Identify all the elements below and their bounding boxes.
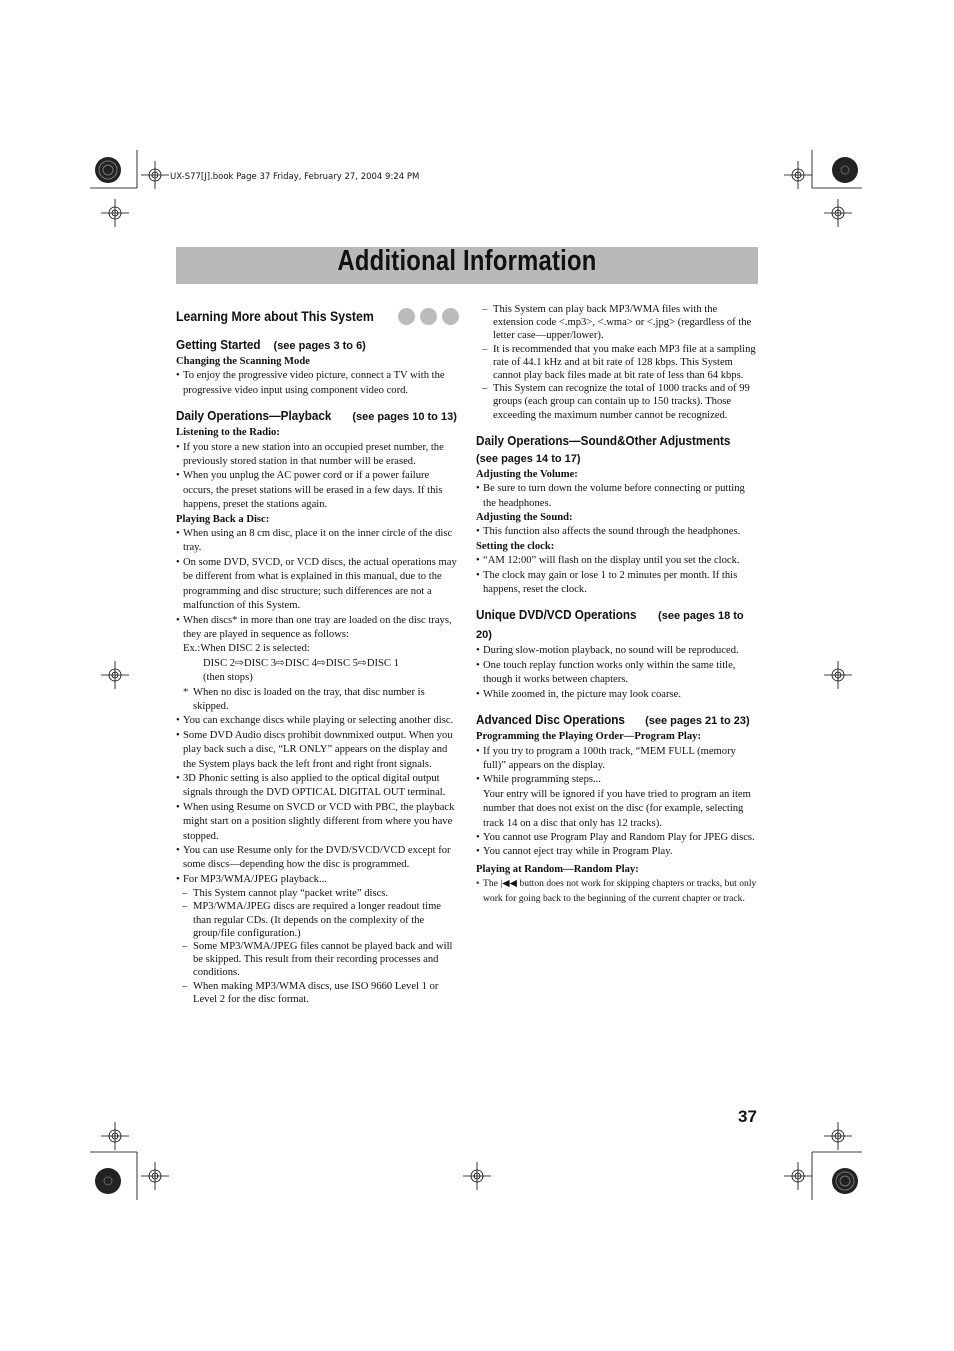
list-item: • While zoomed in, the picture may look coarse. xyxy=(476,688,759,702)
list-item: • If you try to program a 100th track, “MEM FULL (memory full)” appears on the display. xyxy=(476,745,759,774)
list-item: • You cannot use Program Play and Random Play for JPEG discs. xyxy=(476,831,759,845)
clock-subheading: Setting the clock: xyxy=(476,540,555,552)
disc-subheading: Playing Back a Disc: xyxy=(176,513,270,525)
page-number: 37 xyxy=(738,1107,757,1126)
dash-item: – This System can recognize the total of 1000 tracks and of 99 groups (each group can contain up to 150 tracks). Those exceeding the maximum number cannot be recognized. xyxy=(476,382,759,422)
list-item: • Be sure to turn down the volume before connecting or putting the headphones. xyxy=(476,482,759,511)
dash-item: – MP3/WMA/JPEG discs are required a longer readout time than regular CDs. (It depends on the complexity of the group/file configuration.) xyxy=(176,900,458,940)
list-item: • The clock may gain or lose 1 to 2 minutes per month. If this happens, reset the clock. xyxy=(476,569,759,598)
playback-heading: Daily Operations—Playback (see pages 10 to 13) xyxy=(176,408,457,424)
example-end: (then stops) xyxy=(203,672,253,684)
left-column xyxy=(176,308,458,1006)
list-item: • You can use Resume only for the DVD/SVCD/VCD except for some discs—depending how the disc is programmed. xyxy=(176,844,458,873)
list-item: • You can exchange discs while playing or selecting another disc. xyxy=(176,714,458,728)
skip-back-icon: |◀◀ xyxy=(500,878,518,890)
dash-item: – Some MP3/WMA/JPEG files cannot be played back and will be skipped. This result from their recording processes and conditions. xyxy=(176,940,458,980)
program-play-subheading: Programming the Playing Order—Program Play: xyxy=(476,731,701,743)
list-item: • One touch replay function works only within the same title, though it works between chapters. xyxy=(476,659,759,688)
page-title: Additional Information xyxy=(337,245,597,277)
volume-subheading: Adjusting the Volume: xyxy=(476,468,578,480)
list-item: • The |◀◀ button does not work for skipping chapters or tracks, but only work for going back to the beginning of the current chapter or track. xyxy=(476,877,759,906)
dash-item: – This System can play back MP3/WMA files with the extension code <.mp3>, <.wma> or <.jpg> (regardless of the letter case—upper/lower). xyxy=(476,303,759,343)
right-column xyxy=(476,303,759,906)
radio-subheading: Listening to the Radio: xyxy=(176,427,280,439)
list-item: • On some DVD, SVCD, or VCD discs, the actual operations may be different from what is explained in this manual, due to the programming and disc structure; such differences are not a malfunction of this System. xyxy=(176,556,458,614)
list-item: • This function also affects the sound through the headphones. xyxy=(476,525,759,539)
dash-item: – When making MP3/WMA discs, use ISO 9660 Level 1 or Level 2 for the disc format. xyxy=(176,980,458,1006)
list-item: • Some DVD Audio discs prohibit downmixed output. When you play back such a disc, “LR ONLY” appears on the display and the System plays back the left front and right front signals. xyxy=(176,729,458,772)
list-item: • When using Resume on SVCD or VCD with PBC, the playback might start on a position slightly different from where you have stopped. xyxy=(176,801,458,844)
example-sequence: DISC 2⇨DISC 3⇨DISC 4⇨DISC 5⇨DISC 1 xyxy=(203,657,399,669)
list-item: • If you store a new station into an occupied preset number, the previously stored station in that number will be erased. xyxy=(176,441,458,470)
file-info-line: UX-S77[J].book Page 37 Friday, February 27, 2004 9:24 PM xyxy=(170,172,420,182)
list-item-continuation: Your entry will be ignored if you have tried to program an item number that does not exist on the disc (for example, selecting track 14 on a disc that only has 12 tracks). xyxy=(483,788,751,829)
section-title-dots xyxy=(393,308,459,325)
random-play-subheading: Playing at Random—Random Play: xyxy=(476,863,639,875)
scanning-mode-subheading: Changing the Scanning Mode xyxy=(176,356,310,367)
list-item: • When you unplug the AC power cord or if a power failure occurs, the preset stations will be erased in a few days. If this happens, preset the stations again. xyxy=(176,469,458,512)
list-item: • You cannot eject tray while in Program Play. xyxy=(476,845,759,859)
list-item: • 3D Phonic setting is also applied to the optical digital output signals through the DVD OPTICAL DIGITAL OUT terminal. xyxy=(176,772,458,801)
list-item: • During slow-motion playback, no sound will be reproduced. xyxy=(476,644,759,658)
list-item: • When using an 8 cm disc, place it on the inner circle of the disc tray. xyxy=(176,527,458,556)
dash-item: – This System cannot play “packet write” discs. xyxy=(176,887,458,900)
list-item: • For MP3/WMA/JPEG playback... xyxy=(176,873,458,887)
list-item: • When discs* in more than one tray are loaded on the disc trays, they are played in sequence as follows: xyxy=(176,614,458,643)
list-item: • While programming steps... xyxy=(476,773,759,787)
dash-item: – It is recommended that you make each MP3 file at a sampling rate of 44.1 kHz and at bit rate of 128 kbps. This System cannot play back files made at bit rate of less than 64 kbps. xyxy=(476,343,759,383)
sound-heading: Daily Operations—Sound&Other Adjustments (see pages 14 to 17) xyxy=(476,432,731,465)
footnote: * When no disc is loaded on the tray, that disc number is skipped. xyxy=(176,686,458,715)
section-title: Learning More about This System xyxy=(176,308,458,325)
list-item: • To enjoy the progressive video picture, connect a TV with the progressive video input using component video cord. xyxy=(176,369,458,398)
unique-heading: Unique DVD/VCD Operations (see pages 18 to 20) xyxy=(476,607,744,642)
list-item: • “AM 12:00” will flash on the display until you set the clock. xyxy=(476,554,759,568)
advanced-heading: Advanced Disc Operations (see pages 21 to 23) xyxy=(476,712,750,728)
getting-started-heading: Getting Started (see pages 3 to 6) xyxy=(176,337,366,352)
example-label: Ex.:When DISC 2 is selected: xyxy=(183,643,310,655)
sound-subheading: Adjusting the Sound: xyxy=(476,512,573,524)
